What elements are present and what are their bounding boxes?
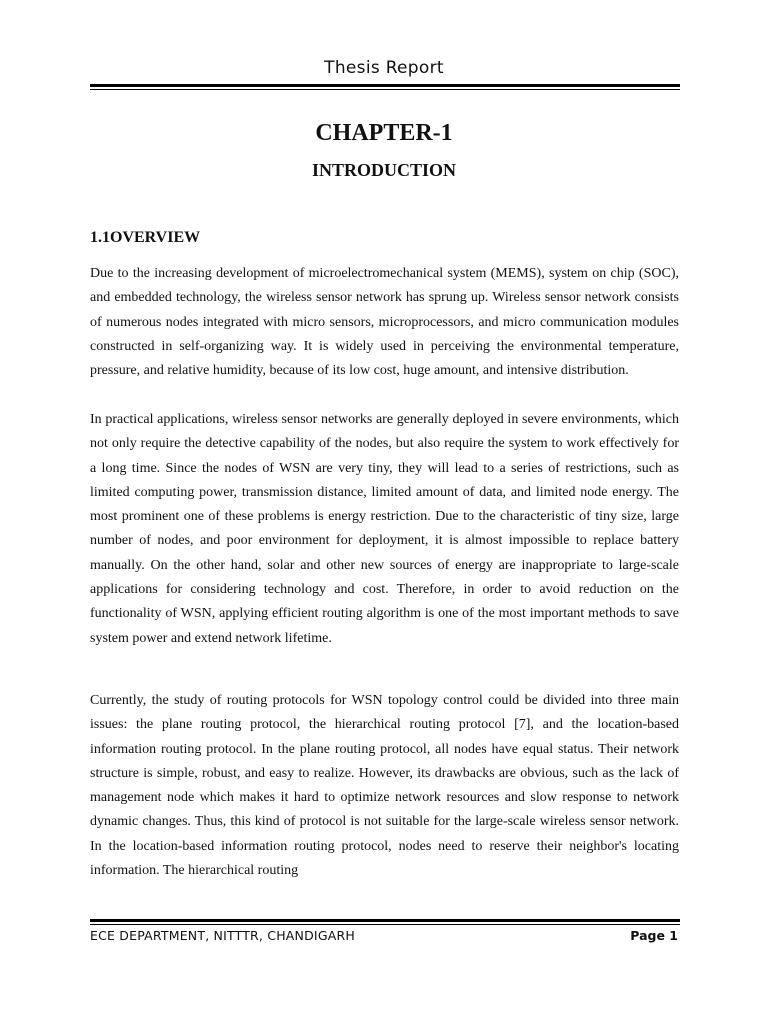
footer-rule-thin xyxy=(90,924,680,925)
header-rule-thin xyxy=(90,89,680,90)
chapter-subtitle: INTRODUCTION xyxy=(311,160,457,180)
header-rule-thick xyxy=(90,84,680,87)
header-title: Thesis Report xyxy=(324,58,444,78)
footer-page-number: Page 1 xyxy=(630,928,678,943)
chapter-title: CHAPTER-1 xyxy=(315,120,453,146)
paragraph-2: In practical applications, wireless sensor networks are generally deployed in severe environments, which not only require the detective capability of the nodes, but also require the system to work effectively for a long time. Since the nodes of WSN are very tiny, they will lead to a series of restrictions, such as limited computing power, transmission distance, limited amount of data, and limited node energy. The most prominent one of these problems is energy restriction. Due to the characteristic of tiny size, large number of nodes, and poor environment for deployment, it is almost impossible to replace battery manually. On the other hand, solar and other new sources of energy are inappropriate to large-scale applications for considering technology and cost. Therefore, in order to avoid reduction on the functionality of WSN, applying efficient routing algorithm is one of the most important methods to save system power and extend network lifetime. xyxy=(90,412,679,646)
paragraph-1: Due to the increasing development of microelectromechanical system (MEMS), system on chip (SOC), and embedded technology, the wireless sensor network has sprung up. Wireless sensor network consists of numerous nodes integrated with micro sensors, microprocessors, and micro communication modules constructed in self-organizing way. It is widely used in perceiving the environmental temperature, pressure, and relative humidity, because of its low cost, huge amount, and intensive distribution. xyxy=(90,266,679,379)
footer-rule-thick xyxy=(90,919,680,922)
section-heading: 1.1OVERVIEW xyxy=(90,229,201,246)
paragraph-3: Currently, the study of routing protocols for WSN topology control could be divided into three main issues: the plane routing protocol, the hierarchical routing protocol [7], and the location-based information routing protocol. In the plane routing protocol, all nodes have equal status. Their network structure is simple, robust, and easy to realize. However, its drawbacks are obvious, such as the lack of management node which makes it hard to optimize network resources and slow response to network dynamic changes. Thus, this kind of protocol is not suitable for the large-scale wireless sensor network. In the location-based information routing protocol, nodes need to reserve their neighbor's locating information. The hierarchical routing xyxy=(90,693,679,879)
footer-department: ECE DEPARTMENT, NITTTR, CHANDIGARH xyxy=(90,928,355,943)
